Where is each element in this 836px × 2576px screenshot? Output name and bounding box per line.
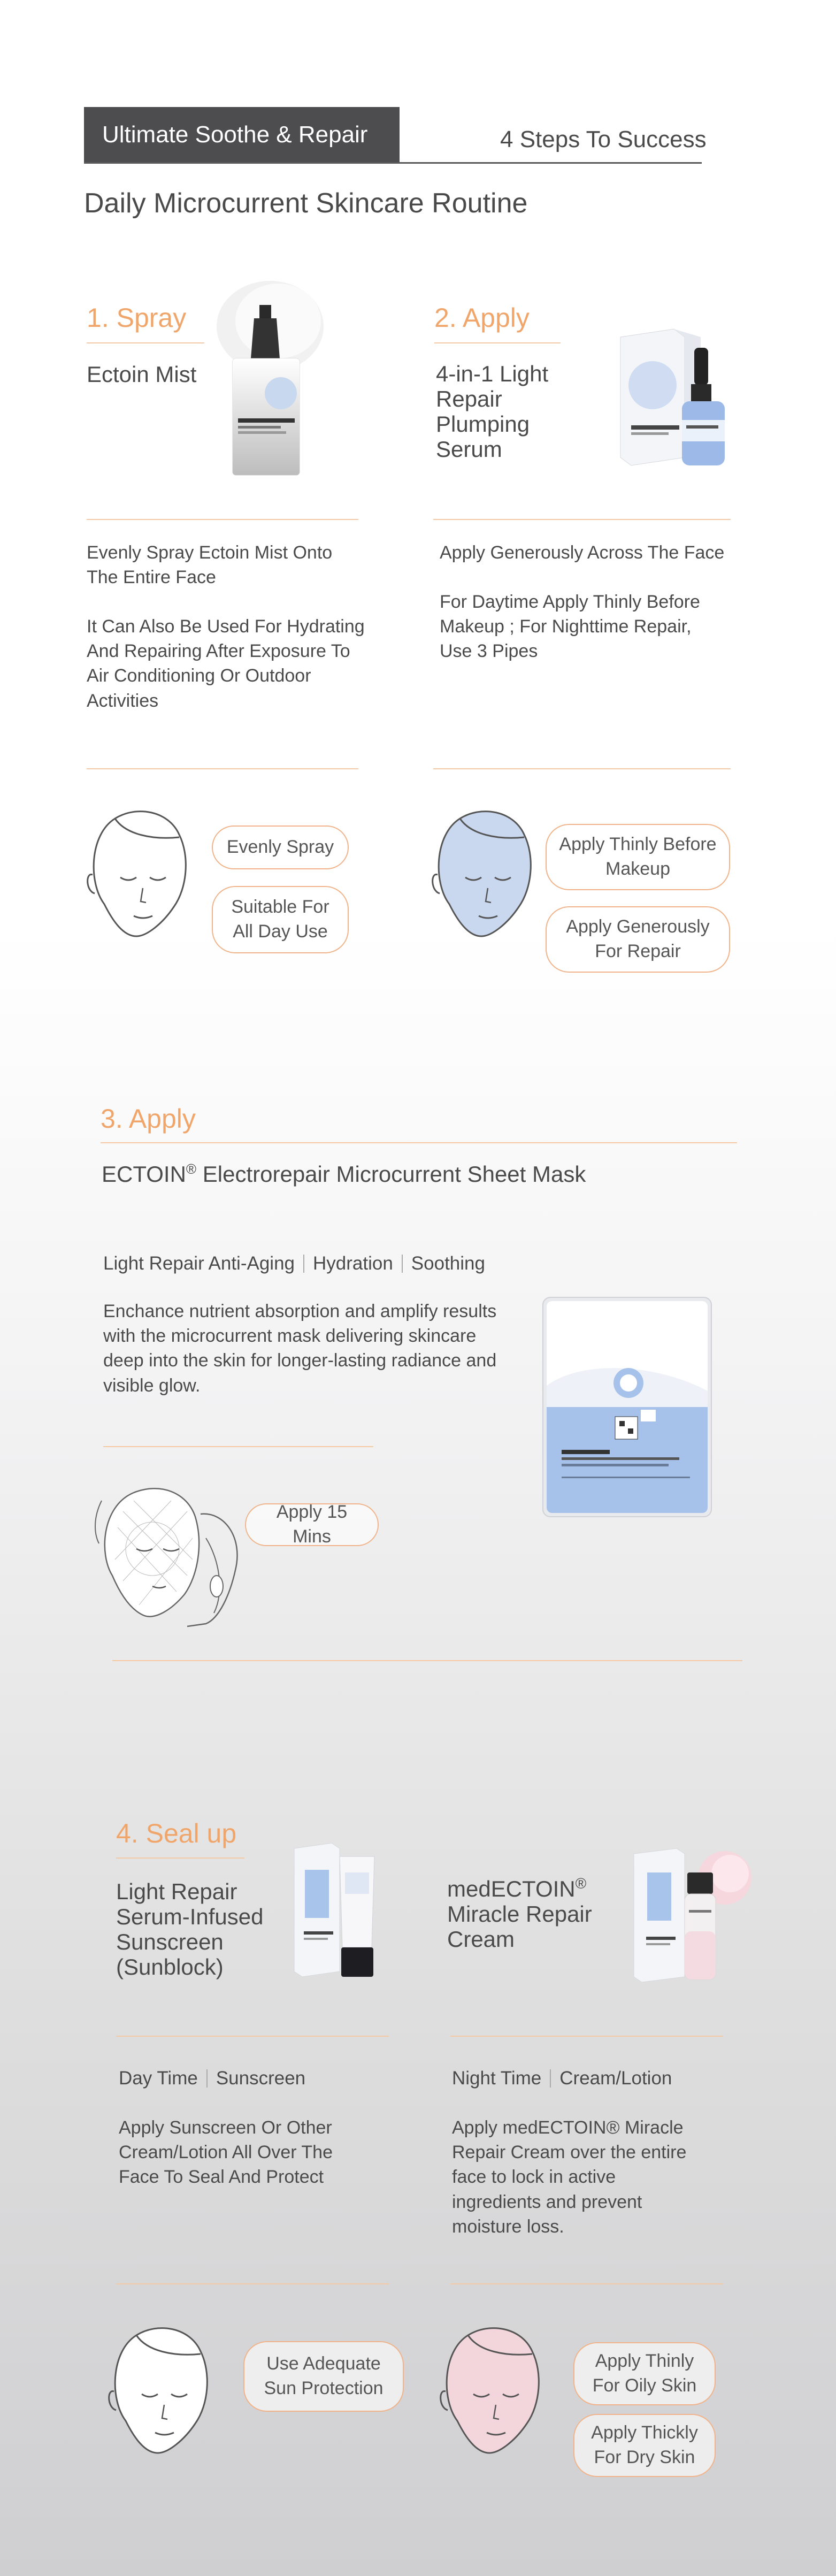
- step4-right-pill-2: Apply Thickly For Dry Skin: [573, 2414, 716, 2477]
- serum-product-image: [615, 326, 743, 471]
- tag-separator: [303, 1255, 304, 1273]
- step1-product: Ectoin Mist: [87, 362, 197, 387]
- mask-face-icon: [91, 1479, 262, 1629]
- step3-product-reg: ®: [186, 1161, 197, 1177]
- step2-text-1: Apply Generously Across The Face: [440, 542, 725, 563]
- step4-right-product: [447, 1875, 624, 1952]
- step2-product: 4-in-1 Light Repair Plumping Serum: [436, 361, 549, 462]
- face-pink-icon: [436, 2319, 548, 2464]
- step4-left-divider-top: [116, 2036, 389, 2037]
- step1-divider-bottom: [87, 768, 358, 769]
- step1-title: 1. Spray: [87, 303, 187, 333]
- step2-divider-bottom: [433, 768, 731, 769]
- step1-text-2: It Can Also Be Used For Hydrating And Repairing After Exposure To Air Conditioning Or Outdoor Activities: [87, 616, 365, 711]
- step3-product: [102, 1161, 586, 1187]
- step2-pill-2: Apply Generously For Repair: [546, 906, 730, 973]
- step3-text-1: Enchance nutrient absorption and amplify results with the microcurrent mask delivering skincare deep into the skin for longer-lasting radiance and visible glow.: [103, 1301, 497, 1396]
- step4-left-product: Light Repair Serum-Infused Sunscreen (Sunblock): [116, 1879, 264, 1980]
- step4-left-tag-2: Sunscreen: [216, 2068, 306, 2089]
- step4-right-product-name: medECTOIN: [447, 1876, 576, 1901]
- step4-left-divider-bottom: [116, 2283, 389, 2284]
- step1-pill-2: Suitable For All Day Use: [212, 886, 349, 953]
- header-divider: [84, 162, 702, 164]
- step4-right-product-reg: ®: [575, 1875, 587, 1892]
- step2-title: 2. Apply: [434, 303, 530, 333]
- step4-left-pill-1: Use Adequate Sun Protection: [243, 2341, 404, 2412]
- steps-caption: 4 Steps To Success: [500, 126, 707, 152]
- step4-right-tag-1: Night Time: [452, 2068, 542, 2089]
- step4-right-divider-bottom: [450, 2283, 723, 2284]
- step4-left-text-1: Apply Sunscreen Or Other Cream/Lotion All Over The Face To Seal And Protect: [119, 2118, 333, 2188]
- step4-right-pill-1: Apply Thinly For Oily Skin: [573, 2342, 716, 2405]
- step3-tag-1: Light Repair Anti-Aging: [103, 1253, 295, 1274]
- ectoin-mist-bottle-image: [217, 278, 329, 481]
- title-banner: [84, 107, 400, 163]
- step4-left-tag-1: Day Time: [119, 2068, 198, 2089]
- step2-divider-top: [433, 519, 731, 520]
- step2-pill-1: Apply Thinly Before Makeup: [546, 824, 730, 890]
- tag-separator: [402, 1255, 403, 1273]
- step3-tag-3: Soothing: [411, 1253, 485, 1274]
- cream-product-image: [626, 1840, 760, 1990]
- step3-title: 3. Apply: [101, 1104, 196, 1134]
- face-icon: [104, 2319, 217, 2464]
- section-divider: [112, 1660, 742, 1661]
- step1-divider-top: [87, 519, 358, 520]
- step1-pill-1: Evenly Spray: [212, 825, 349, 869]
- sunscreen-product-image: [289, 1840, 390, 1985]
- step3-product-name: ECTOIN: [102, 1161, 186, 1187]
- step4-title: 4. Seal up: [116, 1818, 237, 1848]
- step4-left-tags: [119, 2068, 305, 2089]
- step3-pill-1: Apply 15 Mins: [245, 1503, 379, 1546]
- step4-title-underline: [116, 1858, 244, 1859]
- tag-separator: [206, 2069, 208, 2088]
- step1-text-1: Evenly Spray Ectoin Mist Onto The Entire Face: [87, 542, 333, 588]
- banner-text: Ultimate Soothe & Repair: [102, 121, 368, 148]
- step4-right-tag-2: Cream/Lotion: [559, 2068, 672, 2089]
- step2-title-underline: [434, 342, 561, 343]
- sheet-mask-image: [540, 1295, 714, 1519]
- step4-right-divider-top: [450, 2036, 723, 2037]
- step1-title-underline: [87, 342, 204, 343]
- step3-tag-2: Hydration: [313, 1253, 393, 1274]
- face-icon: [83, 802, 195, 947]
- step3-tags: [103, 1253, 485, 1274]
- step4-right-text-1: Apply medECTOIN® Miracle Repair Cream over the entire face to lock in active ingredients and prevent moisture loss.: [452, 2118, 687, 2237]
- step3-product-rest: Electrorepair Microcurrent Sheet Mask: [196, 1161, 586, 1187]
- step4-right-product-rest: Miracle Repair Cream: [447, 1901, 592, 1952]
- tag-separator: [550, 2069, 551, 2088]
- step3-divider: [103, 1446, 373, 1447]
- step2-text-2: For Daytime Apply Thinly Before Makeup ; For Nighttime Repair, Use 3 Pipes: [440, 592, 700, 662]
- step4-right-tags: [452, 2068, 672, 2089]
- page-subtitle: Daily Microcurrent Skincare Routine: [84, 188, 528, 219]
- face-blue-icon: [428, 802, 540, 947]
- step3-title-underline: [101, 1142, 737, 1143]
